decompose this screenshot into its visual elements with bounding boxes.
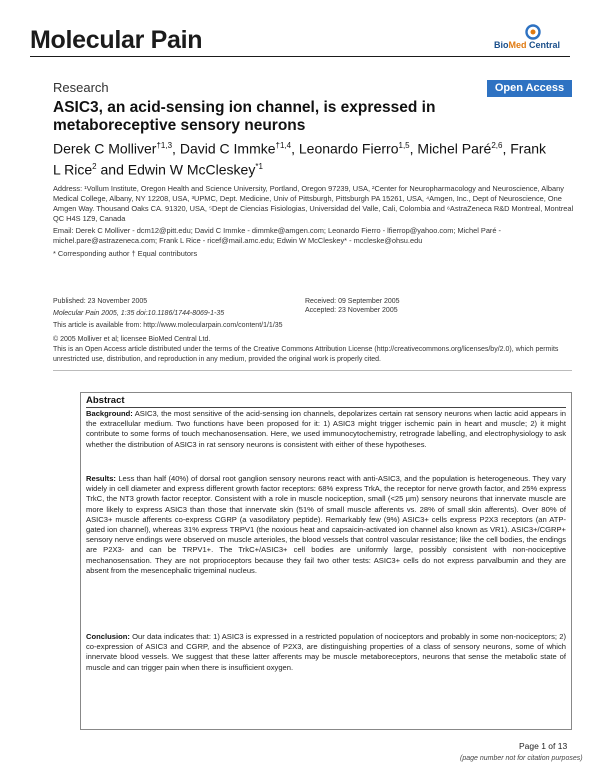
open-access-badge: Open Access bbox=[487, 80, 572, 97]
received-date: Received: 09 September 2005 bbox=[305, 298, 400, 305]
abstract-heading: Abstract bbox=[86, 395, 125, 406]
license: This is an Open Access article distributed under the terms of the Creative Commons Attribution License (http://creativecommons.org/licenses/by/2.0), which permits unrestricted use, distribution, and reproduction in any medium, provided the original work is properly cited. bbox=[53, 346, 559, 363]
author-emails: Email: Derek C Molliver - dcm12@pitt.edu; David C Immke - dimmke@amgen.com; Leonardo Fierro - lfierrop@yahoo.com; Michel Paré - michel.pare@astrazeneca.com; Frank L Rice - ricef@mail.amc.edu; Edwin W McCleskey* - mccleske@ohsu.edu bbox=[53, 226, 502, 245]
accepted-date: Accepted: 23 November 2005 bbox=[305, 307, 398, 314]
copyright: © 2005 Molliver et al; licensee BioMed Central Ltd. bbox=[53, 336, 211, 343]
author: Michel Paré bbox=[417, 140, 492, 157]
author: Edwin W McCleskey bbox=[127, 161, 256, 178]
published-date: Published: 23 November 2005 bbox=[53, 298, 148, 305]
article-title: ASIC3, an acid-sensing ion channel, is expressed in metaboreceptive sensory neurons bbox=[53, 99, 436, 134]
abstract-results: Results: Less than half (40%) of dorsal root ganglion sensory neurons react with anti-ASIC3, and the population is heterogeneous. They vary widely in cell diameter and express different growth factor receptors: 68% express TrkA, the receptor for nerve growth factor, and 25% express TrkC, the NT3 growth factor receptor. Consistent with a role in muscle nociception, small (<25 µm) sensory neurons that innervate muscle are more likely to express ASIC3 than those that innervate skin (51% of small muscle afferents vs. 28% of small skin afferents). Over 80% of ASIC3+ muscle afferents co-express CGRP (a vasodilatory peptide). Remarkably few (9%) ASIC3+ cells express P2X3 receptors (an ATP-gated ion channel), whereas 31% express TRPV1 (the noxious heat and capsaicin-activated ion channel also known as VR1). ASIC3+/CGRP+ sensory nerve endings were observed on muscle arterioles, the blood vessels that control vascular resistance; like the cell bodies, the endings are P2X3- and can be TRPV1+. The TrkC+/ASIC3+ cell bodies are uniformly large, possibly consistent with non-nociceptive mechanosensation. They are not proprioceptors because they fail two other tests: ASIC3+ cells do not express parvalbumin and they are absent from the mesencephalic trigeminal nucleus. bbox=[86, 474, 566, 575]
biomed-central-logo bbox=[494, 24, 574, 50]
author: Derek C Molliver bbox=[53, 140, 157, 157]
separator bbox=[53, 370, 572, 371]
article-type: Research bbox=[53, 80, 109, 95]
affiliations: Address: ¹Vollum Institute, Oregon Health and Science University, Portland, Oregon 97239, USA, ²Center for Neuropharmacology and Neuroscience, Albany Medical College, Albany, NY 12208, USA, ³UPMC, Dept. Medicine, Univ of Pittsburgh, Pittsburgh PA 15261, USA, ⁴Amgen, Inc., Dept of Neuroscience, One Amgen Way. Thousand Oaks CA. 91320, USA, ⁵Dept de Ciencias Fisiologias, Universidad del Valle, Cali, Colombia and ⁶AstraZeneca R&D Montreal, Montreal QC H4S 1Z9, Canada bbox=[53, 184, 574, 223]
citation: Molecular Pain 2005, 1:35 doi:10.1186/1744-8069-1-35 bbox=[53, 310, 225, 317]
publisher-wordmark: BioMed Central bbox=[494, 40, 561, 50]
author: Leonardo Fierro bbox=[298, 140, 399, 157]
page-number: Page 1 of 13 bbox=[519, 741, 568, 751]
author: David C Immke bbox=[179, 140, 276, 157]
author: Frank L Rice bbox=[53, 140, 547, 178]
header-rule bbox=[30, 56, 570, 57]
logo-mark-icon bbox=[522, 24, 544, 40]
abstract-background: Background: ASIC3, the most sensitive of the acid-sensing ion channels, depolarizes certain rat sensory neurons when lactic acid appears in the extracellular medium. Two functions have been proposed for it: 1) ASIC3 might trigger ischemic pain in heart and muscle; 2) it might contribute to some forms of touch mechanosensation. Here, we used immunocytochemistry, retrograde labelling, and electrophysiology to ask whether the distribution of ASIC3 in rat sensory neurons is consistent with either of these hypotheses. bbox=[86, 409, 566, 449]
author-list: Derek C Molliver$^{\dagger 1,3}$, David C Immke$^{\dagger 1,4}$, Leonardo Fierro$^{1,5}$, Michel Paré$^{2,6}$, Frank L Rice$^2$ and Edwin W McCleskey$^{*1}$ bbox=[53, 140, 547, 178]
page-note: (page number not for citation purposes) bbox=[460, 755, 583, 762]
abstract-rule bbox=[86, 407, 566, 408]
article-url: This article is available from: http://www.molecularpain.com/content/1/1/35 bbox=[53, 322, 283, 329]
abstract-conclusion: Conclusion: Our data indicates that: 1) ASIC3 is expressed in a restricted population of nociceptors and probably in some non-nociceptors; 2) co-expression of ASIC3 and CGRP, and the absence of P2X3, are distinguishing properties of a class of sensory neurons, some of which innervate blood vessels. We suggest that these latter afferents may be muscle metaboreceptors, neurons that sense the metabolic state of muscle and can trigger pain when there is insufficient oxygen. bbox=[86, 632, 566, 672]
footnotes: * Corresponding author † Equal contributors bbox=[53, 249, 198, 258]
journal-title: Molecular Pain bbox=[30, 26, 203, 54]
